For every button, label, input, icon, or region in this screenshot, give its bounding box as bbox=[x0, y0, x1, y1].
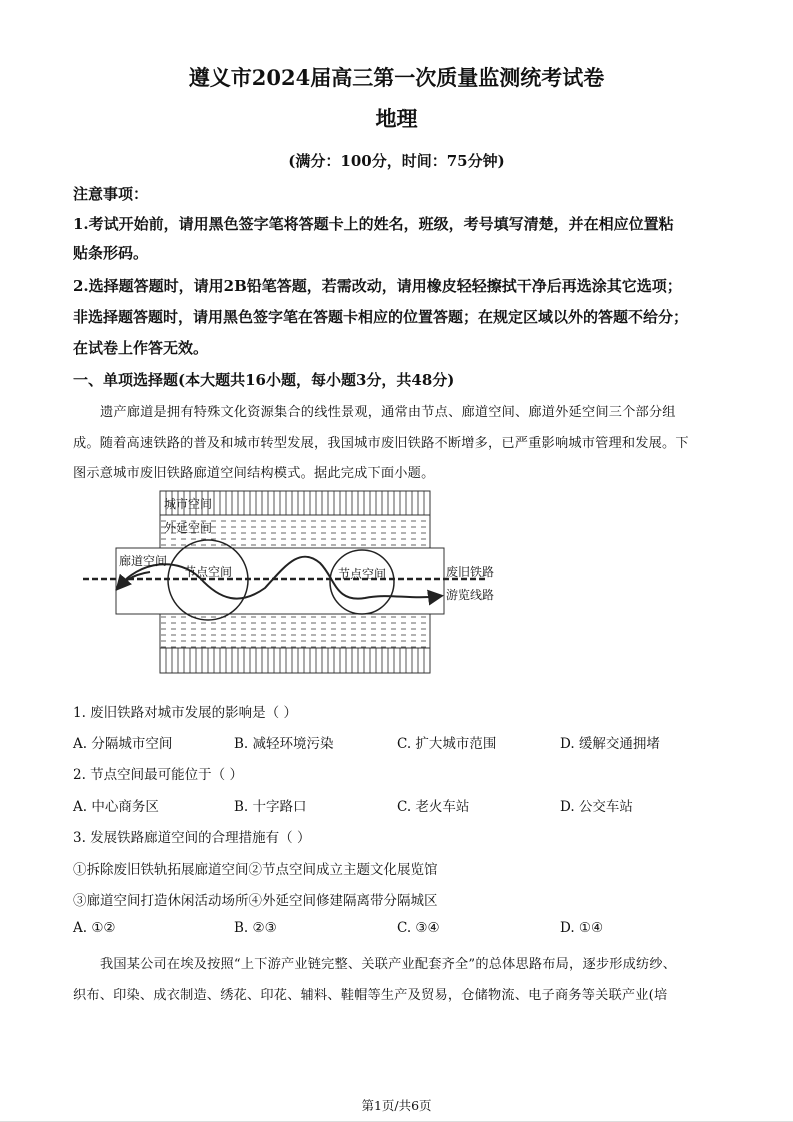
notice-heading: 注意事项： bbox=[73, 185, 149, 203]
notice-line: 2.选择题答题时，请用2B铅笔答题，若需改动，请用橡皮轻轻擦拭干净后再选涂其它选项； bbox=[73, 277, 682, 295]
label-outer-space: 外延空间 bbox=[164, 521, 213, 535]
label-node-space-2: 节点空间 bbox=[338, 567, 387, 581]
question-stem: 1. 废旧铁路对城市发展的影响是（ ） bbox=[73, 705, 297, 721]
option-d: D. 缓解交通拥堵 bbox=[560, 736, 660, 752]
label-old-railway: 废旧铁路 bbox=[446, 565, 495, 579]
page-number: 第1页/共6页 bbox=[361, 1098, 432, 1113]
passage-line: 遗产廊道是拥有特殊文化资源集合的线性景观，通常由节点、廊道空间、廊道外延空间三个部分组 bbox=[100, 405, 676, 420]
option-a: A. 中心商务区 bbox=[73, 799, 159, 815]
notice-line: 1.考试开始前，请用黑色签字笔将答题卡上的姓名，班级，考号填写清楚，并在相应位置粘 bbox=[73, 215, 674, 233]
passage-line: 织布、印染、成衣制造、绣花、印花、辅料、鞋帽等生产及贸易，仓储物流、电子商务等关联产业(培 bbox=[73, 988, 668, 1003]
option-c: C. 扩大城市范围 bbox=[397, 736, 497, 752]
exam-subject: 地理 bbox=[375, 106, 418, 131]
option-b: B. ②③ bbox=[234, 920, 277, 936]
label-tour-route: 游览线路 bbox=[446, 588, 495, 602]
notice-line: 非选择题答题时，请用黑色签字笔在答题卡相应的位置答题；在规定区域以外的答题不给分； bbox=[73, 308, 689, 326]
option-b: B. 减轻环境污染 bbox=[234, 736, 334, 752]
option-c: C. 老火车站 bbox=[397, 799, 470, 815]
label-city-space: 城市空间 bbox=[164, 497, 213, 511]
exam-title: 遵义市2024届高三第一次质量监测统考试卷 bbox=[188, 65, 605, 90]
option-b: B. 十字路口 bbox=[234, 799, 307, 815]
option-d: D. 公交车站 bbox=[560, 799, 633, 815]
option-d: D. ①④ bbox=[560, 920, 604, 936]
question-stem: 2. 节点空间最可能位于（ ） bbox=[73, 767, 243, 783]
railway-corridor-diagram bbox=[80, 488, 510, 678]
notice-line: 贴条形码。 bbox=[73, 244, 149, 262]
notice-line: 在试卷上作答无效。 bbox=[73, 339, 209, 357]
passage-line: 图示意城市废旧铁路廊道空间结构模式。据此完成下面小题。 bbox=[73, 466, 435, 481]
section-heading: 一、单项选择题(本大题共16小题，每小题3分，共48分) bbox=[73, 371, 455, 389]
exam-meta: (满分：100分，时间：75分钟) bbox=[288, 152, 505, 170]
option-c: C. ③④ bbox=[397, 920, 440, 936]
passage-line: 成。随着高速铁路的普及和城市转型发展，我国城市废旧铁路不断增多，已严重影响城市管理和发展。下 bbox=[73, 436, 689, 451]
option-a: A. 分隔城市空间 bbox=[73, 736, 173, 752]
option-line: ①拆除废旧铁轨拓展廊道空间②节点空间成立主题文化展览馆 bbox=[73, 862, 438, 878]
passage-line: 我国某公司在埃及按照“上下游产业链完整、关联产业配套齐全”的总体思路布局，逐步形成纺纱、 bbox=[100, 957, 677, 972]
city-space-bottom-band bbox=[160, 648, 430, 673]
question-stem: 3. 发展铁路廊道空间的合理措施有（ ） bbox=[73, 830, 311, 846]
option-a: A. ①② bbox=[73, 920, 116, 936]
label-node-space-1: 节点空间 bbox=[184, 565, 233, 579]
label-corridor-space: 廊道空间 bbox=[119, 554, 168, 568]
option-line: ③廊道空间打造休闲活动场所④外延空间修建隔离带分隔城区 bbox=[73, 893, 438, 909]
